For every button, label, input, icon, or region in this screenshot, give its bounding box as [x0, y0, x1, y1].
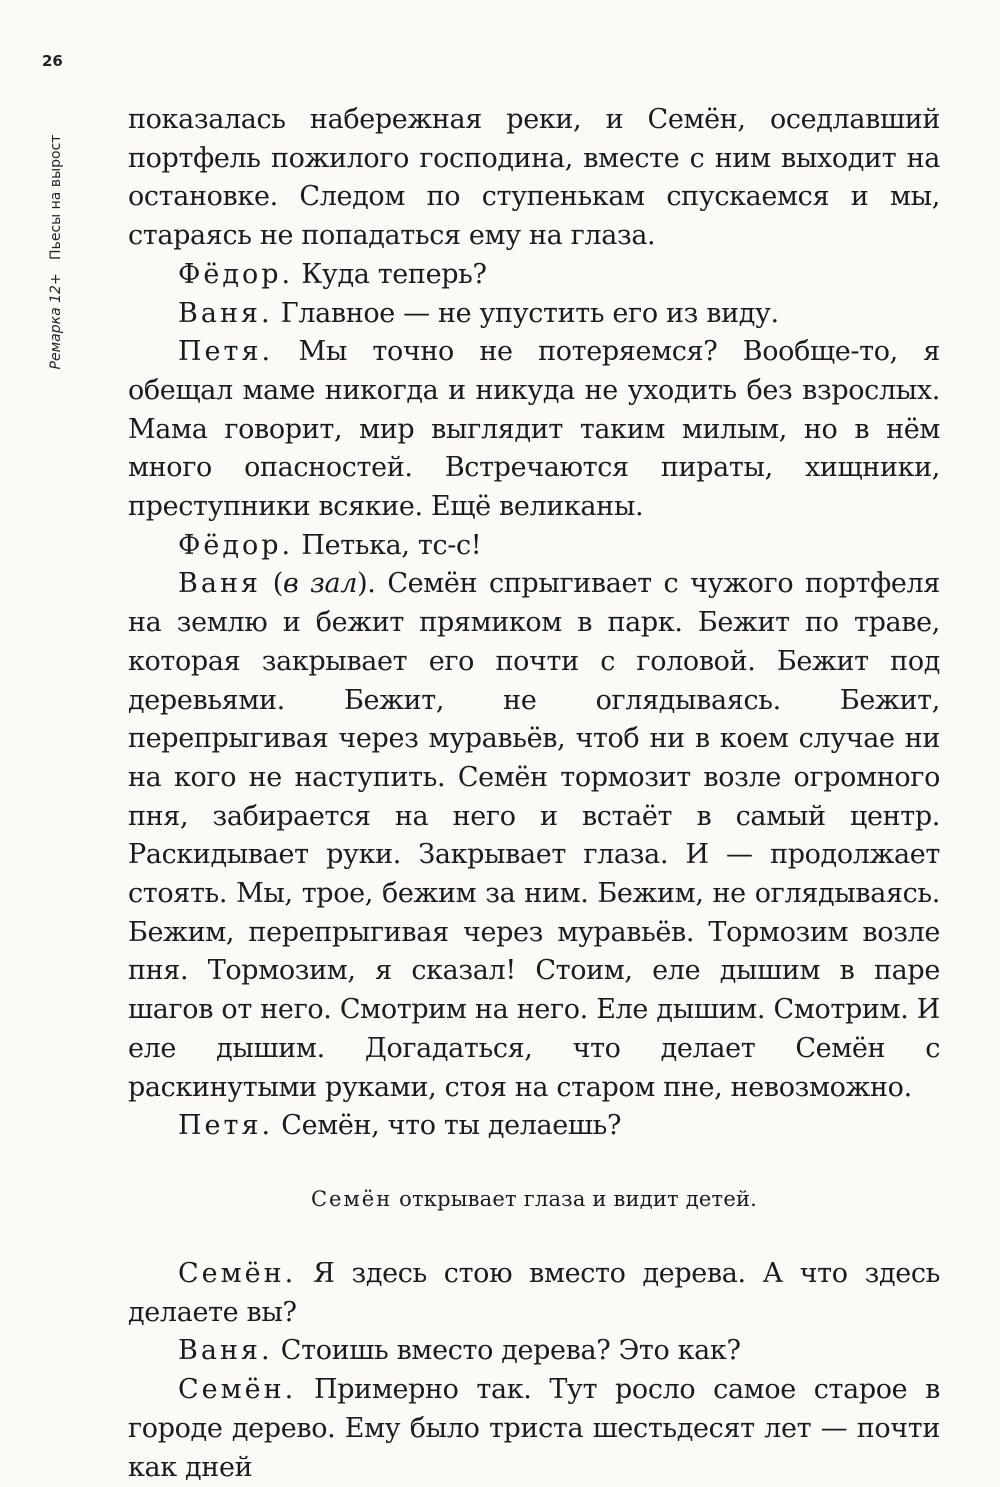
series-name: Ремарка 12+ — [48, 273, 64, 370]
stage-text: открывает глаза и видит детей. — [392, 1186, 758, 1211]
line-text: Стоишь вместо дерева? Это как? — [272, 1335, 741, 1367]
speaker-name: Ваня. — [178, 1335, 273, 1367]
dialogue-line — [128, 1255, 940, 1332]
line-text: Семён спрыгивает с чужого портфеля на землю и бежит прямиком в парк. Бежит по траве, которая закрывает его почти с головой. Бежит под деревьями. Бежит, не оглядываясь. Бежит, перепрыгивая через муравьёв, чтоб ни в коем случае ни на кого не наступить. Семён тормозит возле огромного пня, забирается на него и встаёт в самый центр. Раскидывает руки. Закрывает глаза. И — продолжает стоять. Мы, трое, бежим за ним. Бежим, не оглядываясь. Бежим, перепрыгивая через муравьёв. Тормозим возле пня. Тормозим, я сказал! Стоим, еле дышим в паре шагов от него. Смотрим на него. Еле дышим. Смотрим. И еле дышим. Догадаться, что делает Семён с раскинутыми руками, стоя на старом пне, невозможно. — [128, 568, 940, 1103]
book-title: Пьесы на вырост — [48, 134, 64, 260]
page-number: 26 — [42, 52, 63, 70]
page-body — [128, 101, 940, 1487]
dialogue-line — [128, 527, 940, 566]
running-head — [48, 92, 64, 412]
line-text: Петька, тс-с! — [293, 529, 482, 561]
speaker-name: Ваня — [178, 568, 261, 600]
dialogue-line — [128, 333, 940, 527]
line-text: Куда теперь? — [293, 258, 487, 290]
speaker-name: Фёдор. — [178, 529, 294, 561]
line-text: Я здесь стою вместо дерева. А что здесь делаете вы? — [128, 1257, 940, 1328]
dialogue-line — [128, 256, 940, 295]
speaker-name: Петя. — [178, 336, 274, 368]
speaker-name: Ваня. — [178, 297, 273, 329]
stage-remark — [128, 1181, 940, 1217]
speaker-name: Семён. — [178, 1257, 297, 1289]
speaker-name: Фёдор. — [178, 258, 294, 290]
paragraph: показалась набережная реки, и Семён, оседлавший портфель пожилого господина, вместе с ним выходит на остановке. Следом по ступенькам спускаемся и мы, стараясь не попадаться ему на глаза. — [128, 104, 940, 252]
line-text: Главное — не упустить его из виду. — [272, 297, 779, 329]
stage-character: Семён — [310, 1186, 393, 1211]
speaker-name: Семён. — [178, 1374, 297, 1406]
direction-open: ( — [260, 568, 283, 600]
dialogue-line — [128, 1332, 940, 1371]
direction-close: ). — [357, 568, 376, 600]
speaker-name: Петя. — [178, 1110, 274, 1142]
line-text: Мы точно не потеряемся? Вообще-то, я обещал маме никогда и никуда не уходить без взрослых. Мама говорит, мир выглядит таким милым, но в нём много опасностей. Встречаются пираты, хищники, преступники всякие. Ещё великаны. — [128, 336, 940, 523]
dialogue-line — [128, 565, 940, 1107]
line-text: Примерно так. Тут росло самое старое в городе дерево. Ему было триста шестьдесят лет — почти как дней — [128, 1374, 940, 1483]
line-text: Семён, что ты делаешь? — [273, 1110, 622, 1142]
dialogue-line — [128, 1371, 940, 1487]
dialogue-line — [128, 295, 940, 334]
dialogue-line — [128, 1107, 940, 1146]
stage-direction: в зал — [282, 568, 358, 600]
